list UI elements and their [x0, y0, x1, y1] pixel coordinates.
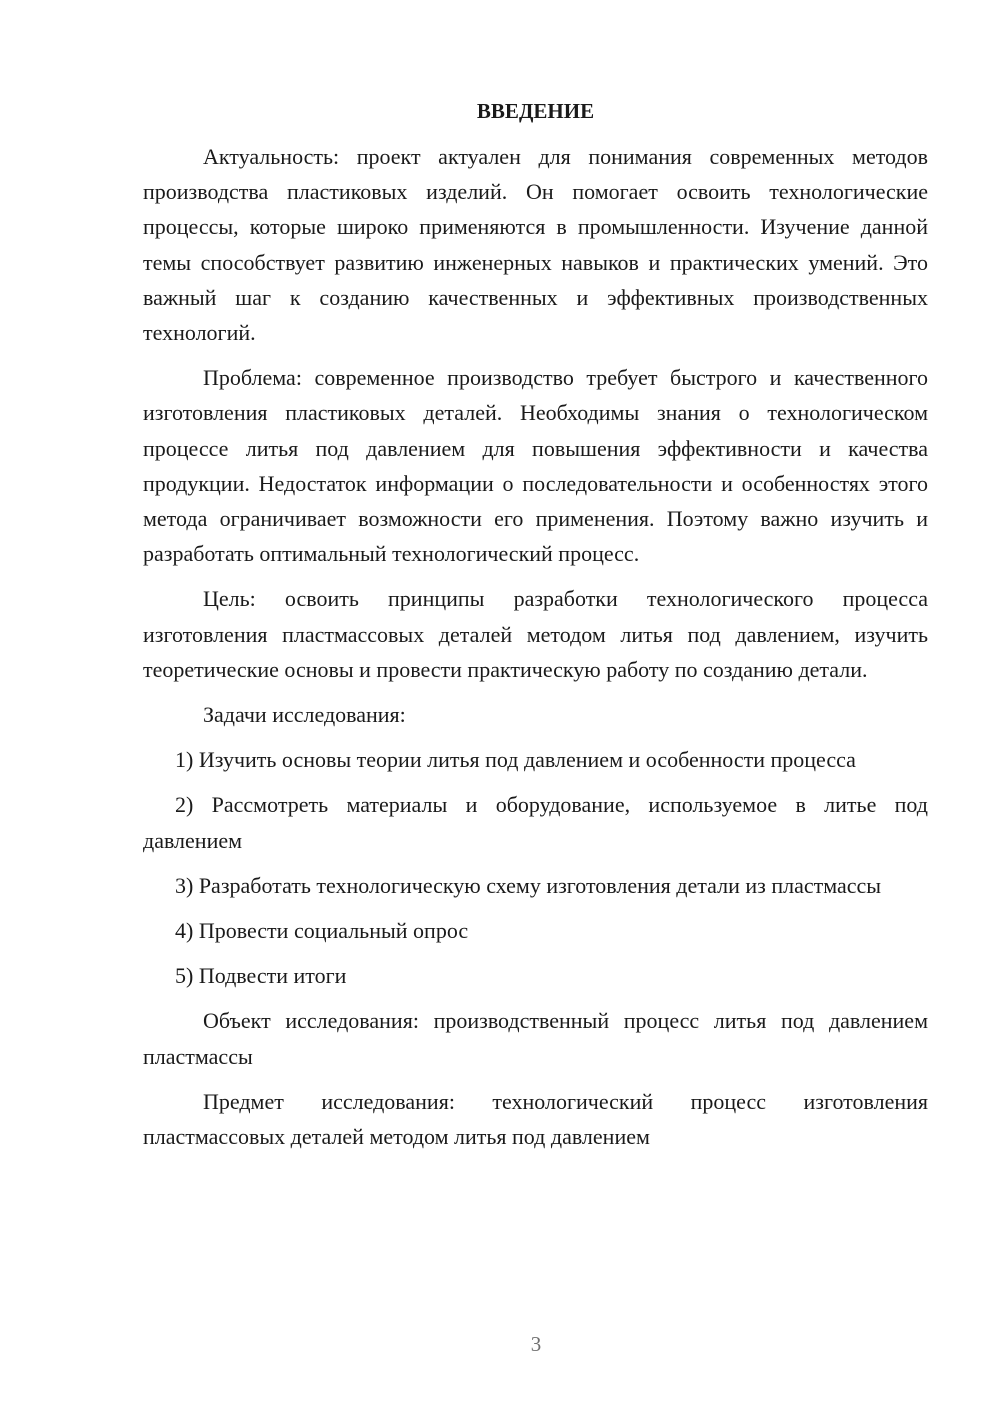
tasks-title: Задачи исследования:: [203, 702, 406, 728]
task-item-3: 3) Разработать технологическую схему изготовления детали из пластмассы: [175, 872, 882, 898]
section-heading: ВВЕДЕНИЕ: [476, 99, 595, 123]
task-item-2: 2) Рассмотреть материалы и оборудование, используемое в литье под давлением: [143, 792, 928, 853]
task-item-1: 1) Изучить основы теории литья под давлением и особенности процесса: [175, 747, 856, 773]
page-content: [143, 94, 928, 1164]
object-paragraph: Объект исследования: производственный процесс литья под давлением пластмассы: [143, 1008, 928, 1069]
problem-paragraph: Проблема: современное производство требует быстрого и качественного изготовления пластиковых деталей. Необходимы знания о технологическом процессе литья под давлением для повышения эффективности и качества продукции. Недостаток информации о последовательности и особенностях этого метода ограничивает возможности его применения. Поэтому важно изучить и разработать оптимальный технологический процесс.: [143, 365, 928, 567]
subject-paragraph: Предмет исследования: технологический процесс изготовления пластмассовых деталей методом литья под давлением: [143, 1088, 928, 1150]
relevance-paragraph: Актуальность: проект актуален для понимания современных методов производства пластиковых изделий. Он помогает освоить технологические процессы, которые широко применяются в промышленности. Изучение данной темы способствует развитию инженерных навыков и практических умений. Это важный шаг к созданию качественных и эффективных производственных технологий.: [143, 144, 928, 346]
page-number: 3: [530, 1332, 542, 1356]
goal-paragraph: Цель: освоить принципы разработки технологического процесса изготовления пластмассовых деталей методом литья под давлением, изучить теоретические основы и провести практическую работу по созданию детали.: [143, 586, 928, 682]
task-item-4: 4) Провести социальный опрос: [175, 918, 469, 944]
task-item-5: 5) Подвести итоги: [175, 963, 347, 989]
